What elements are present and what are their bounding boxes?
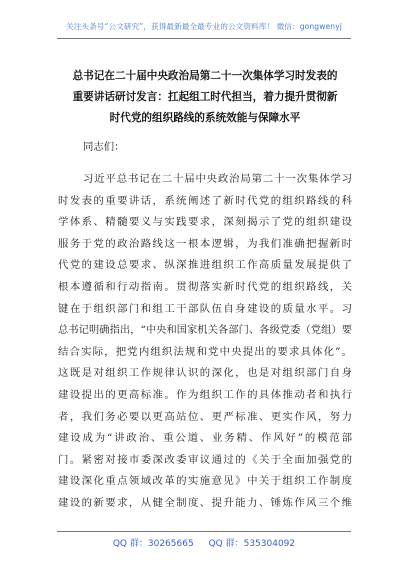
body-line: 结合实际，把党内组织法规和党中央提出的要求具体化”。 <box>58 345 352 358</box>
footer-qq-group-2: QQ 群：535304092 <box>208 539 296 549</box>
body-line: 建设的新要求，从健全制度、提升能力、锤炼作风三个维 <box>58 496 352 509</box>
body-line: 建设深化重点领域改革的实施意见》中关于组织工作制度 <box>58 475 352 488</box>
header-banner: 关注头条号“公文研究”，获得最新最全最专业的公文资料库！ 微信：gongwenyj <box>66 22 342 31</box>
body-line: 根本遵循和行动指南。贯彻落实新时代党的组织路线，关 <box>58 280 352 293</box>
salutation: 同志们： <box>83 141 125 153</box>
document-title <box>58 66 352 129</box>
body-line: 这既是对组织工作规律认识的深化，也是对组织部门自身 <box>58 367 352 380</box>
footer <box>0 536 408 549</box>
body-line: 门。紧密对接市委深改委审议通过的《关于全面加强党的 <box>58 453 352 466</box>
body-line: 代党的建设总要求、纵深推进组织工作高质量发展提供了 <box>58 259 352 272</box>
body-line: 建设提出的更高标准。作为组织工作的具体推动者和执行 <box>58 388 352 401</box>
body-line: 建设成为“讲政治、重公道、业务精、作风好”的模范部 <box>58 432 352 445</box>
title-line-1: 总书记在二十届中央政治局第二十一次集体学习时发表的 <box>72 70 338 82</box>
body-line: 习近平总书记在二十届中央政治局第二十一次集体学习 <box>83 173 352 185</box>
body-line: 者，我们务必要以更高站位、更严标准、更实作风，努力 <box>58 410 352 423</box>
title-line-2: 重要讲话研讨发言：扛起组工时代担当，着力提升贯彻新 <box>72 91 338 103</box>
header-divider <box>57 38 351 39</box>
body-line: 总书记明确指出，“中央和国家机关各部门、各级党委（党组）要 <box>58 325 352 337</box>
body-line: 键在于组织部门和组工干部队伍自身建设的质量水平。习 <box>58 302 352 315</box>
footer-divider <box>57 531 351 532</box>
title-line-3: 时代党的组织路线的系统效能与保障水平 <box>109 112 301 124</box>
footer-qq-group-1: QQ 群：30265665 <box>112 539 194 549</box>
body-line: 时发表的重要讲话，系统阐述了新时代党的组织路线的科 <box>58 194 352 207</box>
body-line: 学体系、精髓要义与实践要求，深刻揭示了党的组织建设 <box>58 216 352 229</box>
body-paragraph <box>58 169 352 515</box>
body-line: 服务于党的政治路线这一根本逻辑，为我们准确把握新时 <box>58 237 352 250</box>
